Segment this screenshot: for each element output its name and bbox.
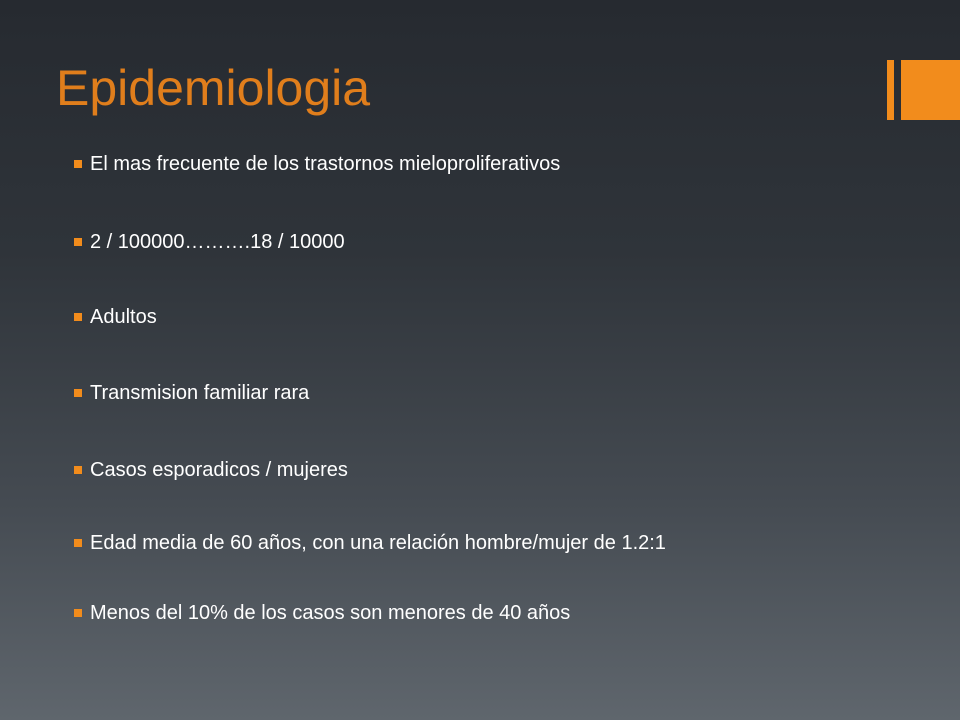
bullet-text: Adultos: [90, 306, 157, 328]
title-accent-bar-block: [901, 60, 960, 120]
square-bullet-icon: [74, 609, 82, 617]
bullet-text: Casos esporadicos / mujeres: [90, 459, 348, 481]
square-bullet-icon: [74, 389, 82, 397]
bullet-text: Edad media de 60 años, con una relación hombre/mujer de 1.2:1: [90, 532, 666, 554]
bullet-item: [74, 302, 157, 332]
square-bullet-icon: [74, 313, 82, 321]
square-bullet-icon: [74, 160, 82, 168]
bullet-item: [74, 598, 570, 628]
bullet-text: El mas frecuente de los trastornos mieloproliferativos: [90, 153, 561, 175]
square-bullet-icon: [74, 466, 82, 474]
bullet-item: [74, 149, 560, 179]
bullet-item: [74, 528, 666, 558]
square-bullet-icon: [74, 238, 82, 246]
bullet-item: [74, 227, 345, 257]
square-bullet-icon: [74, 539, 82, 547]
bullet-text: Transmision familiar rara: [90, 382, 310, 404]
title-accent-bar-thin: [887, 60, 894, 120]
slide-title: Epidemiologia: [56, 60, 371, 116]
bullet-text: 2 / 100000……….18 / 10000: [90, 231, 345, 253]
bullet-item: [74, 455, 348, 485]
bullet-item: [74, 378, 309, 408]
bullet-text: Menos del 10% de los casos son menores de 40 años: [90, 602, 571, 624]
